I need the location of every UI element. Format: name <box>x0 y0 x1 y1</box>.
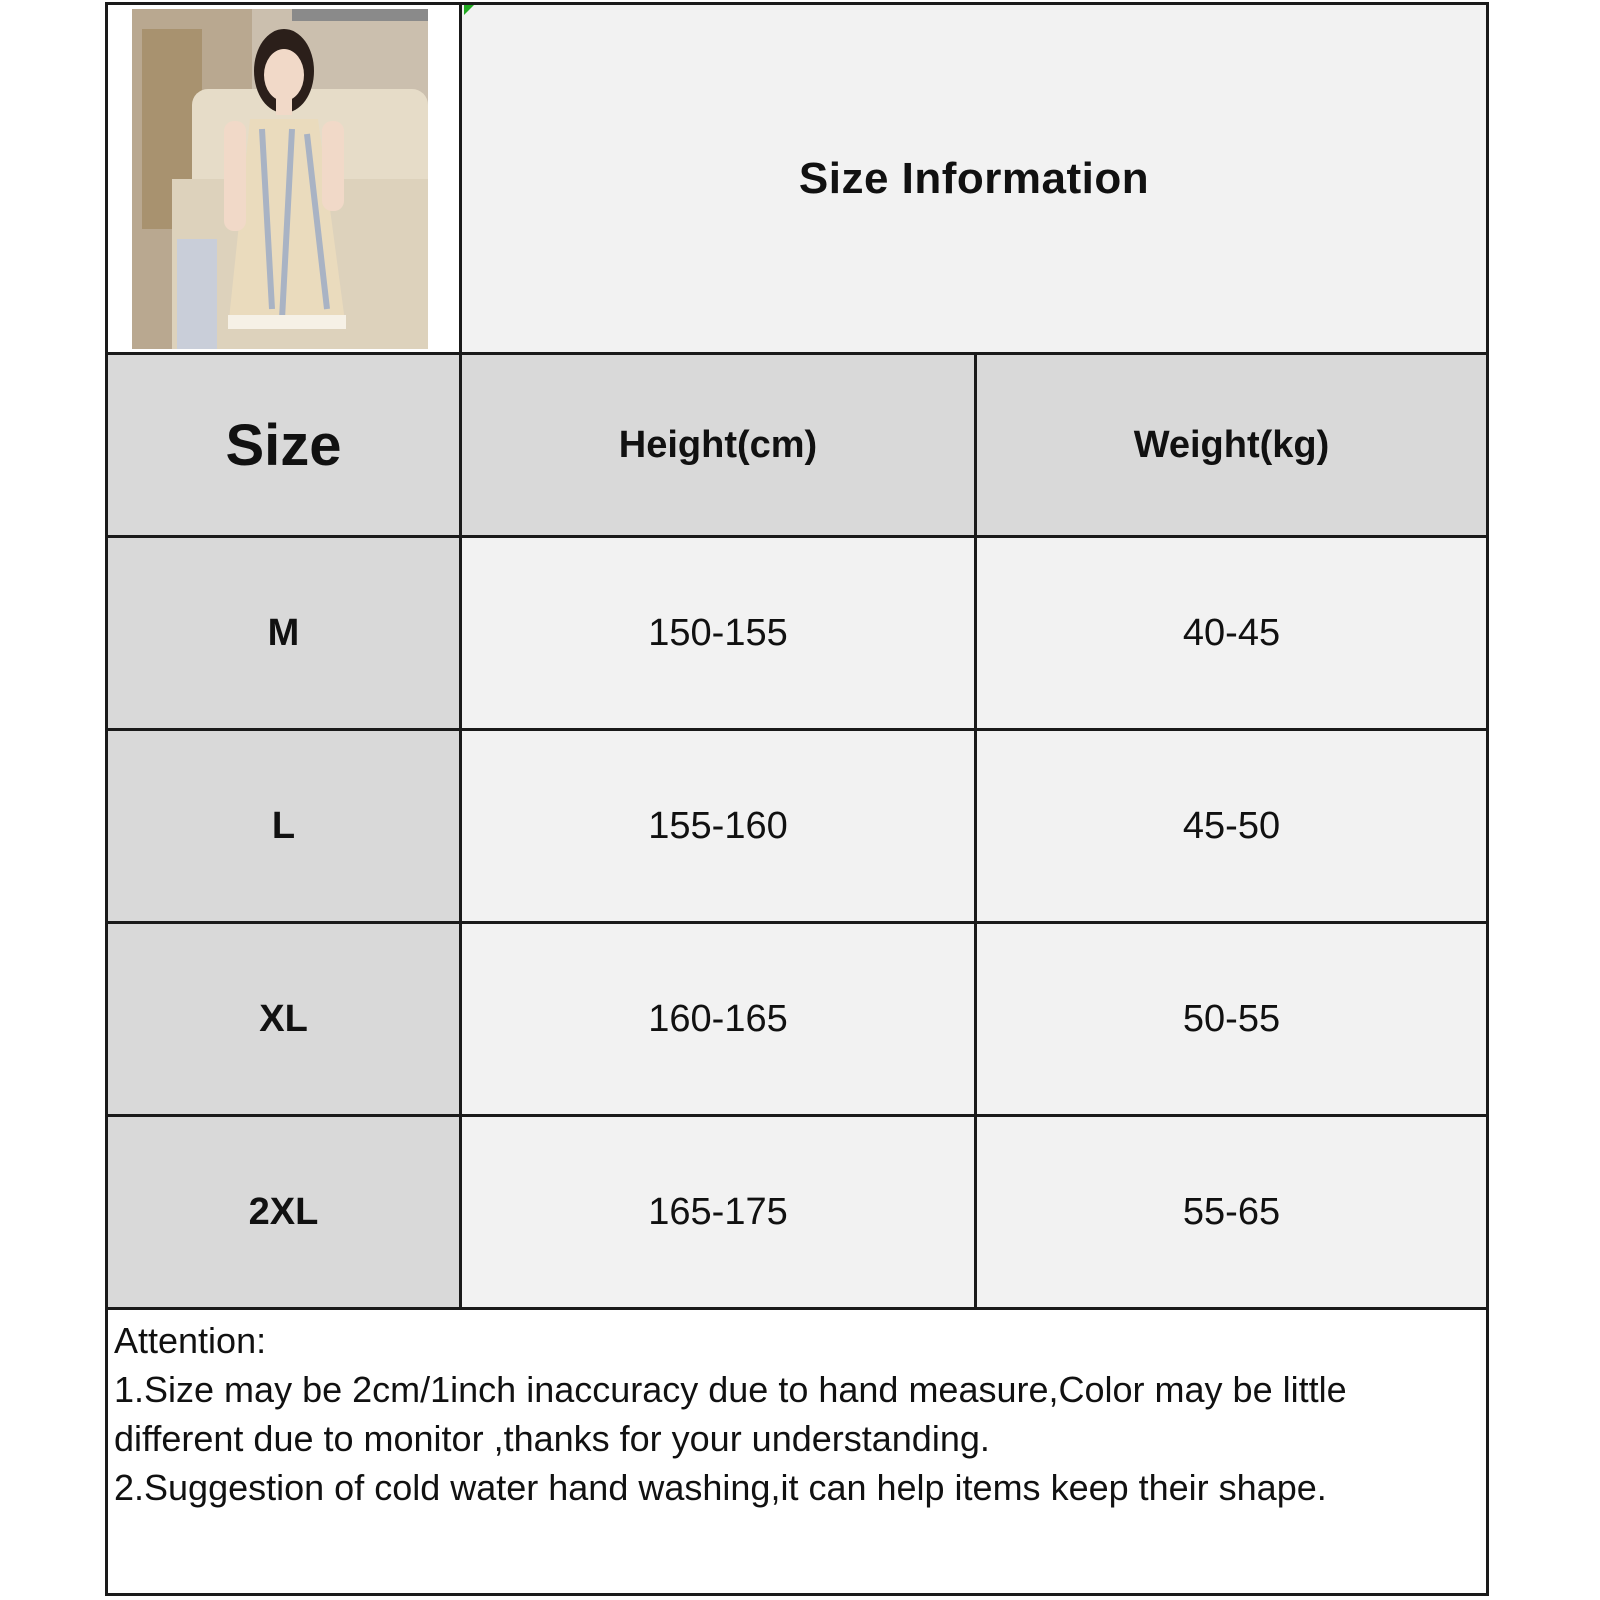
title-cell <box>462 5 1486 352</box>
size-table <box>108 355 1486 1310</box>
attention-notes <box>108 1316 1486 1512</box>
size-cell: M <box>108 538 462 728</box>
weight-cell: 40-45 <box>977 538 1486 728</box>
chart-header <box>108 5 1486 355</box>
table-row <box>108 924 1486 1117</box>
height-cell: 155-160 <box>462 731 977 921</box>
size-cell: 2XL <box>108 1117 462 1307</box>
weight-cell: 55-65 <box>977 1117 1486 1307</box>
table-row <box>108 731 1486 924</box>
photo-cell <box>108 5 462 352</box>
page-title: Size Information <box>798 153 1150 203</box>
table-header-row <box>108 355 1486 538</box>
size-cell: XL <box>108 924 462 1114</box>
notes-heading: Attention: <box>114 1320 267 1361</box>
height-cell: 160-165 <box>462 924 977 1114</box>
height-cell: 150-155 <box>462 538 977 728</box>
size-cell: L <box>108 731 462 921</box>
height-cell: 165-175 <box>462 1117 977 1307</box>
header-weight: Weight(kg) <box>977 355 1486 535</box>
notes-line-1: 1.Size may be 2cm/1inch inaccuracy due to hand measure,Color may be little different due to monitor ,thanks for your understanding. <box>114 1369 1347 1459</box>
weight-cell: 45-50 <box>977 731 1486 921</box>
cell-corner-marker <box>464 5 474 15</box>
size-chart <box>105 2 1489 1596</box>
model-dress-photo <box>132 9 428 349</box>
header-height: Height(cm) <box>462 355 977 535</box>
table-row <box>108 1117 1486 1310</box>
notes-line-2: 2.Suggestion of cold water hand washing,it can help items keep their shape. <box>114 1467 1327 1508</box>
table-row <box>108 538 1486 731</box>
weight-cell: 50-55 <box>977 924 1486 1114</box>
header-size: Size <box>108 355 462 535</box>
